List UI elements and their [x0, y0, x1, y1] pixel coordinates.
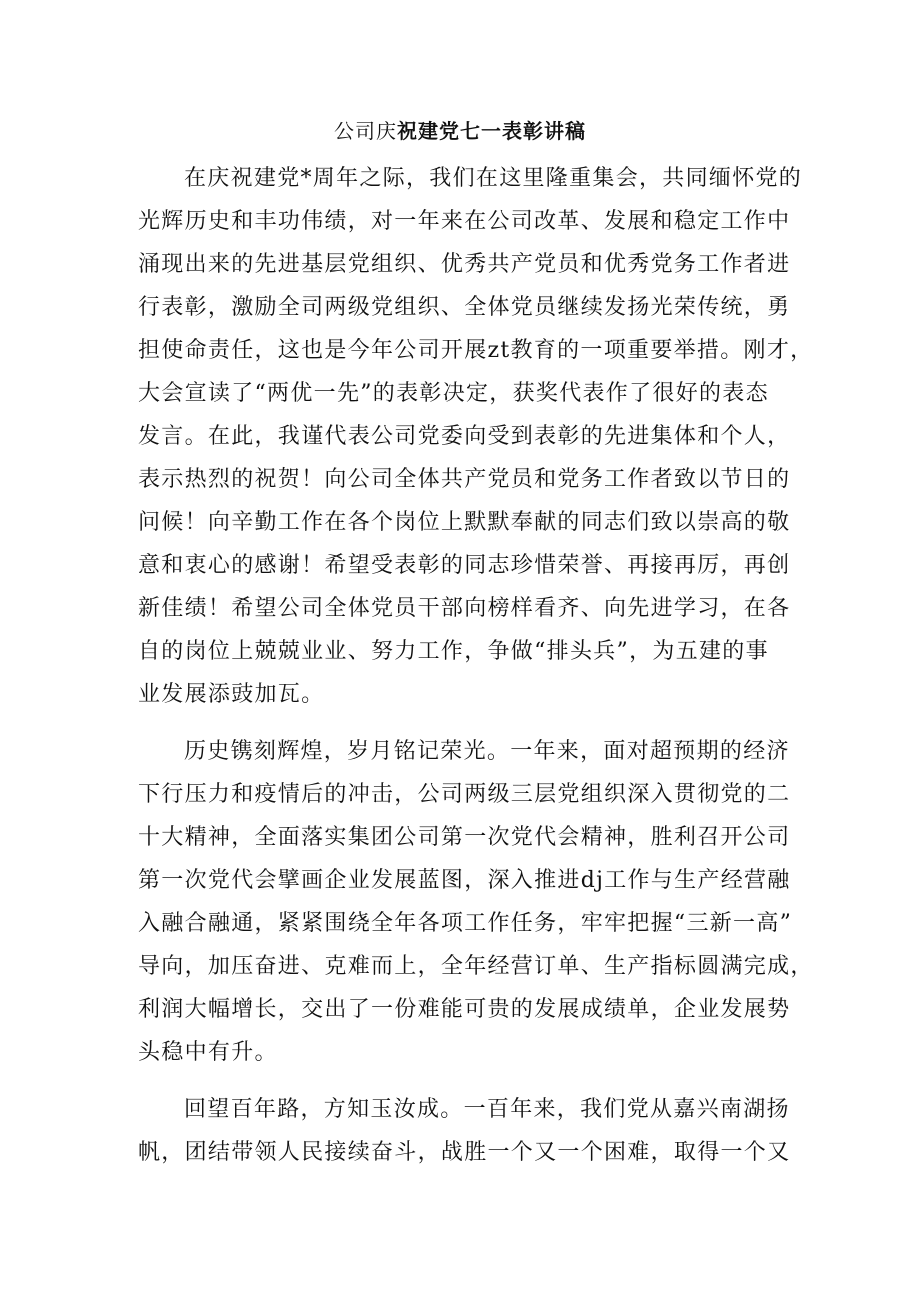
text-line: 光辉历史和丰功伟绩，对一年来在公司改革、发展和稳定工作中 [138, 209, 791, 234]
text-line: 发言。在此，我谨代表公司党委向受到表彰的先进集体和个人， [138, 424, 791, 449]
text-line: 担使命责任，这也是今年公司开展zt教育的一项重要举措。刚才， [138, 338, 814, 363]
text-line: 帆，团结带领人民接续奋斗，战胜一个又一个困难，取得一个又 [138, 1140, 791, 1165]
paragraph-gap [138, 716, 798, 730]
text-line: 行表彰，激励全司两级党组织、全体党员继续发扬光荣传统，勇 [138, 295, 791, 320]
document-body [138, 157, 814, 1174]
text-line: 导向，加压奋进、克难而上，全年经营订单、生产指标圆满完成， [138, 954, 814, 979]
document-title [0, 116, 920, 146]
text-line: 下行压力和疫情后的冲击，公司两级三层党组织深入贯彻党的二 [138, 782, 791, 807]
title-plain-part: 公司庆 [334, 119, 397, 143]
text-line: 表示热烈的祝贺！向公司全体共产党员和党务工作者致以节日的 [138, 467, 791, 492]
text-line: 入融合融通，紧紧围绕全年各项工作任务，牢牢把握“三新一高” [138, 911, 793, 936]
text-line: 历史镌刻辉煌，岁月铭记荣光。一年来，面对超预期的经济 [184, 739, 790, 764]
text-line: 十大精神，全面落实集团公司第一次党代会精神，胜利召开公司 [138, 825, 791, 850]
text-line: 问候！向辛勤工作在各个岗位上默默奉献的同志们致以崇高的敬 [138, 510, 791, 535]
text-line: 在庆祝建党*周年之际，我们在这里隆重集会，共同缅怀党的 [184, 166, 803, 191]
text-line: 利润大幅增长，交出了一份难能可贵的发展成绩单，企业发展势 [138, 997, 791, 1022]
text-line: 涌现出来的先进基层党组织、优秀共产党员和优秀党务工作者进 [138, 252, 791, 277]
text-line: 大会宣读了“两优一先”的表彰决定，获奖代表作了很好的表态 [138, 381, 769, 406]
title-bold-part: 祝建党七一表彰讲稿 [397, 119, 586, 143]
text-line: 第一次党代会擘画企业发展蓝图，深入推进dj工作与生产经营融 [138, 868, 791, 893]
paragraph-1 [138, 157, 814, 716]
text-line: 回望百年路，方知玉汝成。一百年来，我们党从嘉兴南湖扬 [184, 1097, 790, 1122]
paragraph-gap [138, 1074, 798, 1088]
text-line: 业发展添豉加瓦。 [138, 682, 325, 707]
text-line: 头稳中有升。 [138, 1040, 278, 1065]
paragraph-2 [138, 730, 814, 1074]
paragraph-3 [138, 1088, 798, 1174]
text-line: 新佳绩！希望公司全体党员干部向榜样看齐、向先进学习，在各 [138, 596, 791, 621]
text-line: 自的岗位上兢兢业业、努力工作，争做“排头兵”，为五建的事 [138, 639, 769, 664]
text-line: 意和衷心的感谢！希望受表彰的同志珍惜荣誉、再接再厉，再创 [138, 553, 791, 578]
